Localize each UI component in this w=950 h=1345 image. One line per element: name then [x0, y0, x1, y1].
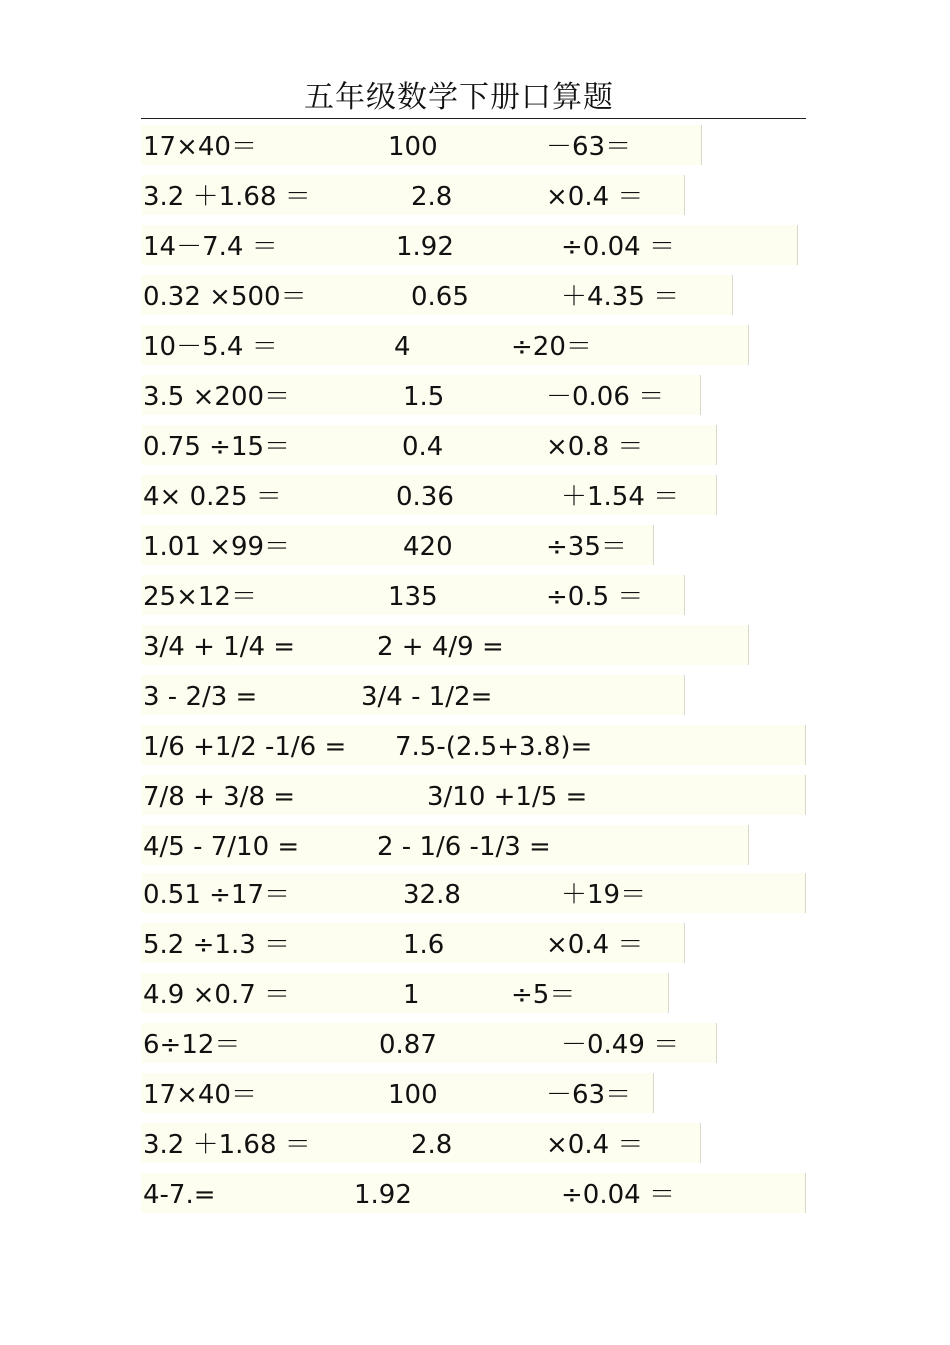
exercise-b: 4 — [394, 332, 411, 362]
exercise-row — [141, 775, 806, 815]
exercise-a: 3.5 ×200＝ — [143, 382, 291, 412]
exercise-b: 420 — [403, 532, 453, 562]
exercise-row — [141, 825, 749, 865]
exercise-c: ＋4.35 ＝ — [561, 282, 680, 312]
exercise-a: 0.75 ÷15＝ — [143, 432, 291, 462]
exercise-b: 2.8 — [411, 1130, 453, 1160]
exercise-a: 3.2 ＋1.68 ＝ — [143, 1130, 311, 1160]
exercise-row — [141, 275, 733, 315]
exercise-a: 1/6 +1/2 -1/6 = — [143, 732, 347, 762]
exercise-a: 10－5.4 ＝ — [143, 332, 278, 362]
exercise-row — [141, 675, 685, 715]
exercise-b: 32.8 — [403, 880, 461, 910]
exercise-b: 1 — [403, 980, 420, 1010]
exercise-row — [141, 175, 685, 215]
exercise-row — [141, 125, 702, 165]
exercise-row — [141, 973, 669, 1013]
exercise-b: 100 — [388, 1080, 438, 1110]
exercise-c: ÷5＝ — [511, 980, 576, 1010]
exercise-c: ÷0.04 ＝ — [561, 232, 675, 262]
exercise-c: ÷35＝ — [546, 532, 627, 562]
exercise-a: 0.32 ×500＝ — [143, 282, 307, 312]
exercise-b: 1.92 — [354, 1180, 412, 1210]
exercise-b: 2 + 4/9 = — [377, 632, 504, 662]
exercise-b: 135 — [388, 582, 438, 612]
exercise-c: ×0.4 ＝ — [546, 182, 644, 212]
exercise-c: －0.49 ＝ — [561, 1030, 680, 1060]
title-underline — [141, 118, 806, 119]
exercise-row — [141, 325, 749, 365]
exercise-b: 1.6 — [403, 930, 445, 960]
exercise-c: ×0.4 ＝ — [546, 930, 644, 960]
exercise-a: 6÷12＝ — [143, 1030, 241, 1060]
exercise-b: 0.36 — [396, 482, 454, 512]
exercise-b: 0.65 — [411, 282, 469, 312]
exercise-a: 3/4 + 1/4 = — [143, 632, 296, 662]
exercise-row — [141, 625, 749, 665]
exercise-row — [141, 873, 806, 913]
exercise-c: －0.06 ＝ — [546, 382, 665, 412]
exercise-c: ×0.4 ＝ — [546, 1130, 644, 1160]
exercise-a: 4/5 - 7/10 = — [143, 832, 300, 862]
exercise-a: 5.2 ÷1.3 ＝ — [143, 930, 291, 960]
exercise-c: ＋1.54 ＝ — [561, 482, 680, 512]
exercise-b: 0.4 — [402, 432, 444, 462]
page-title: 五年级数学下册口算题 — [304, 80, 614, 115]
exercise-c: ＋19＝ — [561, 880, 647, 910]
exercise-row — [141, 475, 717, 515]
exercise-row — [141, 1123, 701, 1163]
exercise-row — [141, 1073, 654, 1113]
exercise-c: ÷0.04 ＝ — [561, 1180, 675, 1210]
exercise-c: ÷20＝ — [511, 332, 592, 362]
exercise-a: 4× 0.25 ＝ — [143, 482, 282, 512]
exercise-b: 0.87 — [379, 1030, 437, 1060]
exercise-row — [141, 725, 806, 765]
exercise-a: 1.01 ×99＝ — [143, 532, 291, 562]
exercise-c: ÷0.5 ＝ — [546, 582, 644, 612]
exercise-a: 3 - 2/3 = — [143, 682, 258, 712]
exercise-c: －63＝ — [546, 132, 632, 162]
exercise-row — [141, 525, 654, 565]
exercise-a: 4.9 ×0.7 ＝ — [143, 980, 291, 1010]
exercise-c: －63＝ — [546, 1080, 632, 1110]
exercise-row — [141, 225, 798, 265]
exercise-b: 100 — [388, 132, 438, 162]
exercise-b: 2.8 — [411, 182, 453, 212]
exercise-row — [141, 1173, 806, 1213]
exercise-b: 1.5 — [403, 382, 445, 412]
exercise-b: 3/10 +1/5 = — [427, 782, 588, 812]
exercise-a: 0.51 ÷17＝ — [143, 880, 291, 910]
exercise-a: 17×40＝ — [143, 1080, 257, 1110]
exercise-c: ×0.8 ＝ — [546, 432, 644, 462]
exercise-row — [141, 575, 685, 615]
exercise-a: 14－7.4 ＝ — [143, 232, 278, 262]
exercise-a: 25×12＝ — [143, 582, 257, 612]
exercise-a: 17×40＝ — [143, 132, 257, 162]
exercise-a: 4-7.= — [143, 1180, 216, 1210]
exercise-row — [141, 1023, 717, 1063]
exercise-row — [141, 375, 701, 415]
exercise-a: 7/8 + 3/8 = — [143, 782, 296, 812]
exercise-row — [141, 425, 717, 465]
exercise-b: 2 - 1/6 -1/3 = — [377, 832, 551, 862]
exercise-b: 3/4 - 1/2= — [361, 682, 493, 712]
exercise-row — [141, 923, 685, 963]
exercise-a: 3.2 ＋1.68 ＝ — [143, 182, 311, 212]
exercise-b: 1.92 — [396, 232, 454, 262]
exercise-b: 7.5-(2.5+3.8)= — [395, 732, 593, 762]
